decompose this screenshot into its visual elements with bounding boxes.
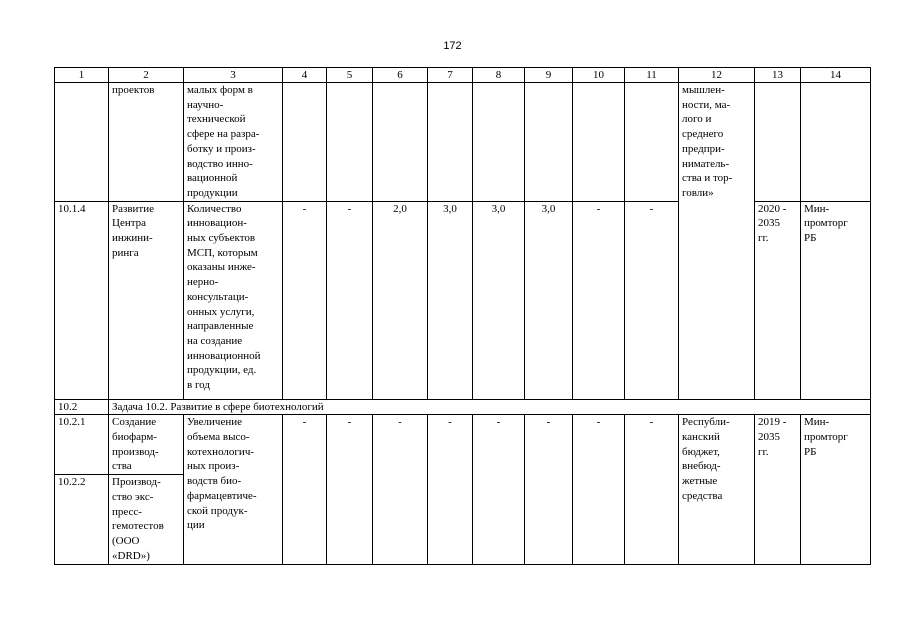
- header-cell: 1: [55, 68, 109, 83]
- value-cell: -: [525, 415, 573, 564]
- period: 2019 - 2035 гг.: [755, 415, 801, 564]
- task-row: [55, 399, 871, 415]
- row-number: 10.2.2: [55, 475, 109, 564]
- row-number: 10.2.1: [55, 415, 109, 475]
- header-cell: 5: [327, 68, 373, 83]
- value-cell: 3,0: [473, 201, 525, 399]
- header-row: [55, 68, 871, 83]
- executor: Мин- промторг РБ: [801, 201, 871, 399]
- table-cell: малых форм в научно- технической сфере на разра- ботку и произ- водство инно- вационной продукции: [184, 83, 283, 202]
- header-cell: 14: [801, 68, 871, 83]
- header-cell: 11: [625, 68, 679, 83]
- value-cell: 3,0: [525, 201, 573, 399]
- executor: Мин- промторг РБ: [801, 415, 871, 564]
- value-cell: -: [473, 415, 525, 564]
- value-cell: -: [625, 415, 679, 564]
- value-cell: -: [327, 415, 373, 564]
- value-cell: -: [327, 201, 373, 399]
- header-cell: 3: [184, 68, 283, 83]
- task-title: Задача 10.2. Развитие в сфере биотехнологий: [109, 399, 871, 415]
- table-cell: [55, 83, 109, 202]
- table-cell: [573, 83, 625, 202]
- table-cell: [283, 83, 327, 202]
- table-row: [55, 83, 871, 202]
- value-cell: -: [283, 201, 327, 399]
- funding-source: Республи- канский бюджет, внебюд- жетные средства: [679, 415, 755, 564]
- table-cell: [625, 83, 679, 202]
- value-cell: -: [625, 201, 679, 399]
- header-cell: 6: [373, 68, 428, 83]
- table-cell: [473, 83, 525, 202]
- row-number: 10.1.4: [55, 201, 109, 399]
- value-cell: 3,0: [428, 201, 473, 399]
- event-name: Создание биофарм- производ- ства: [109, 415, 184, 475]
- header-cell: 10: [573, 68, 625, 83]
- table-cell: мышлен- ности, ма- лого и среднего предпри- ниматель- ства и тор- говли»: [679, 83, 755, 400]
- table-cell: [525, 83, 573, 202]
- table-cell: проектов: [109, 83, 184, 202]
- header-cell: 13: [755, 68, 801, 83]
- value-cell: -: [373, 415, 428, 564]
- value-cell: 2,0: [373, 201, 428, 399]
- program-table: [54, 67, 871, 565]
- value-cell: -: [428, 415, 473, 564]
- header-cell: 7: [428, 68, 473, 83]
- header-cell: 4: [283, 68, 327, 83]
- table-row: [55, 415, 871, 475]
- table-cell: [373, 83, 428, 202]
- event-name: Развитие Центра инжини- ринга: [109, 201, 184, 399]
- indicator: Количество инновацион- ных субъектов МСП, которым оказаны инже- нерно- консультаци- онных услуги, направленные на создание инновационной продукции, ед. в год: [184, 201, 283, 399]
- table-cell: [428, 83, 473, 202]
- page-number: 172: [443, 40, 462, 52]
- header-cell: 12: [679, 68, 755, 83]
- value-cell: -: [573, 415, 625, 564]
- header-cell: 9: [525, 68, 573, 83]
- value-cell: -: [573, 201, 625, 399]
- value-cell: -: [283, 415, 327, 564]
- table-cell: [327, 83, 373, 202]
- table-cell: [755, 83, 801, 202]
- table-cell: [801, 83, 871, 202]
- period: 2020 - 2035 гг.: [755, 201, 801, 399]
- header-cell: 2: [109, 68, 184, 83]
- row-number: 10.2: [55, 399, 109, 415]
- indicator: Увеличение объема высо- котехнологич- ных произ- водств био- фармацевтиче- ской продук- ции: [184, 415, 283, 564]
- header-cell: 8: [473, 68, 525, 83]
- event-name: Производ- ство экс- пресс- гемотестов (ООО «DRD»): [109, 475, 184, 564]
